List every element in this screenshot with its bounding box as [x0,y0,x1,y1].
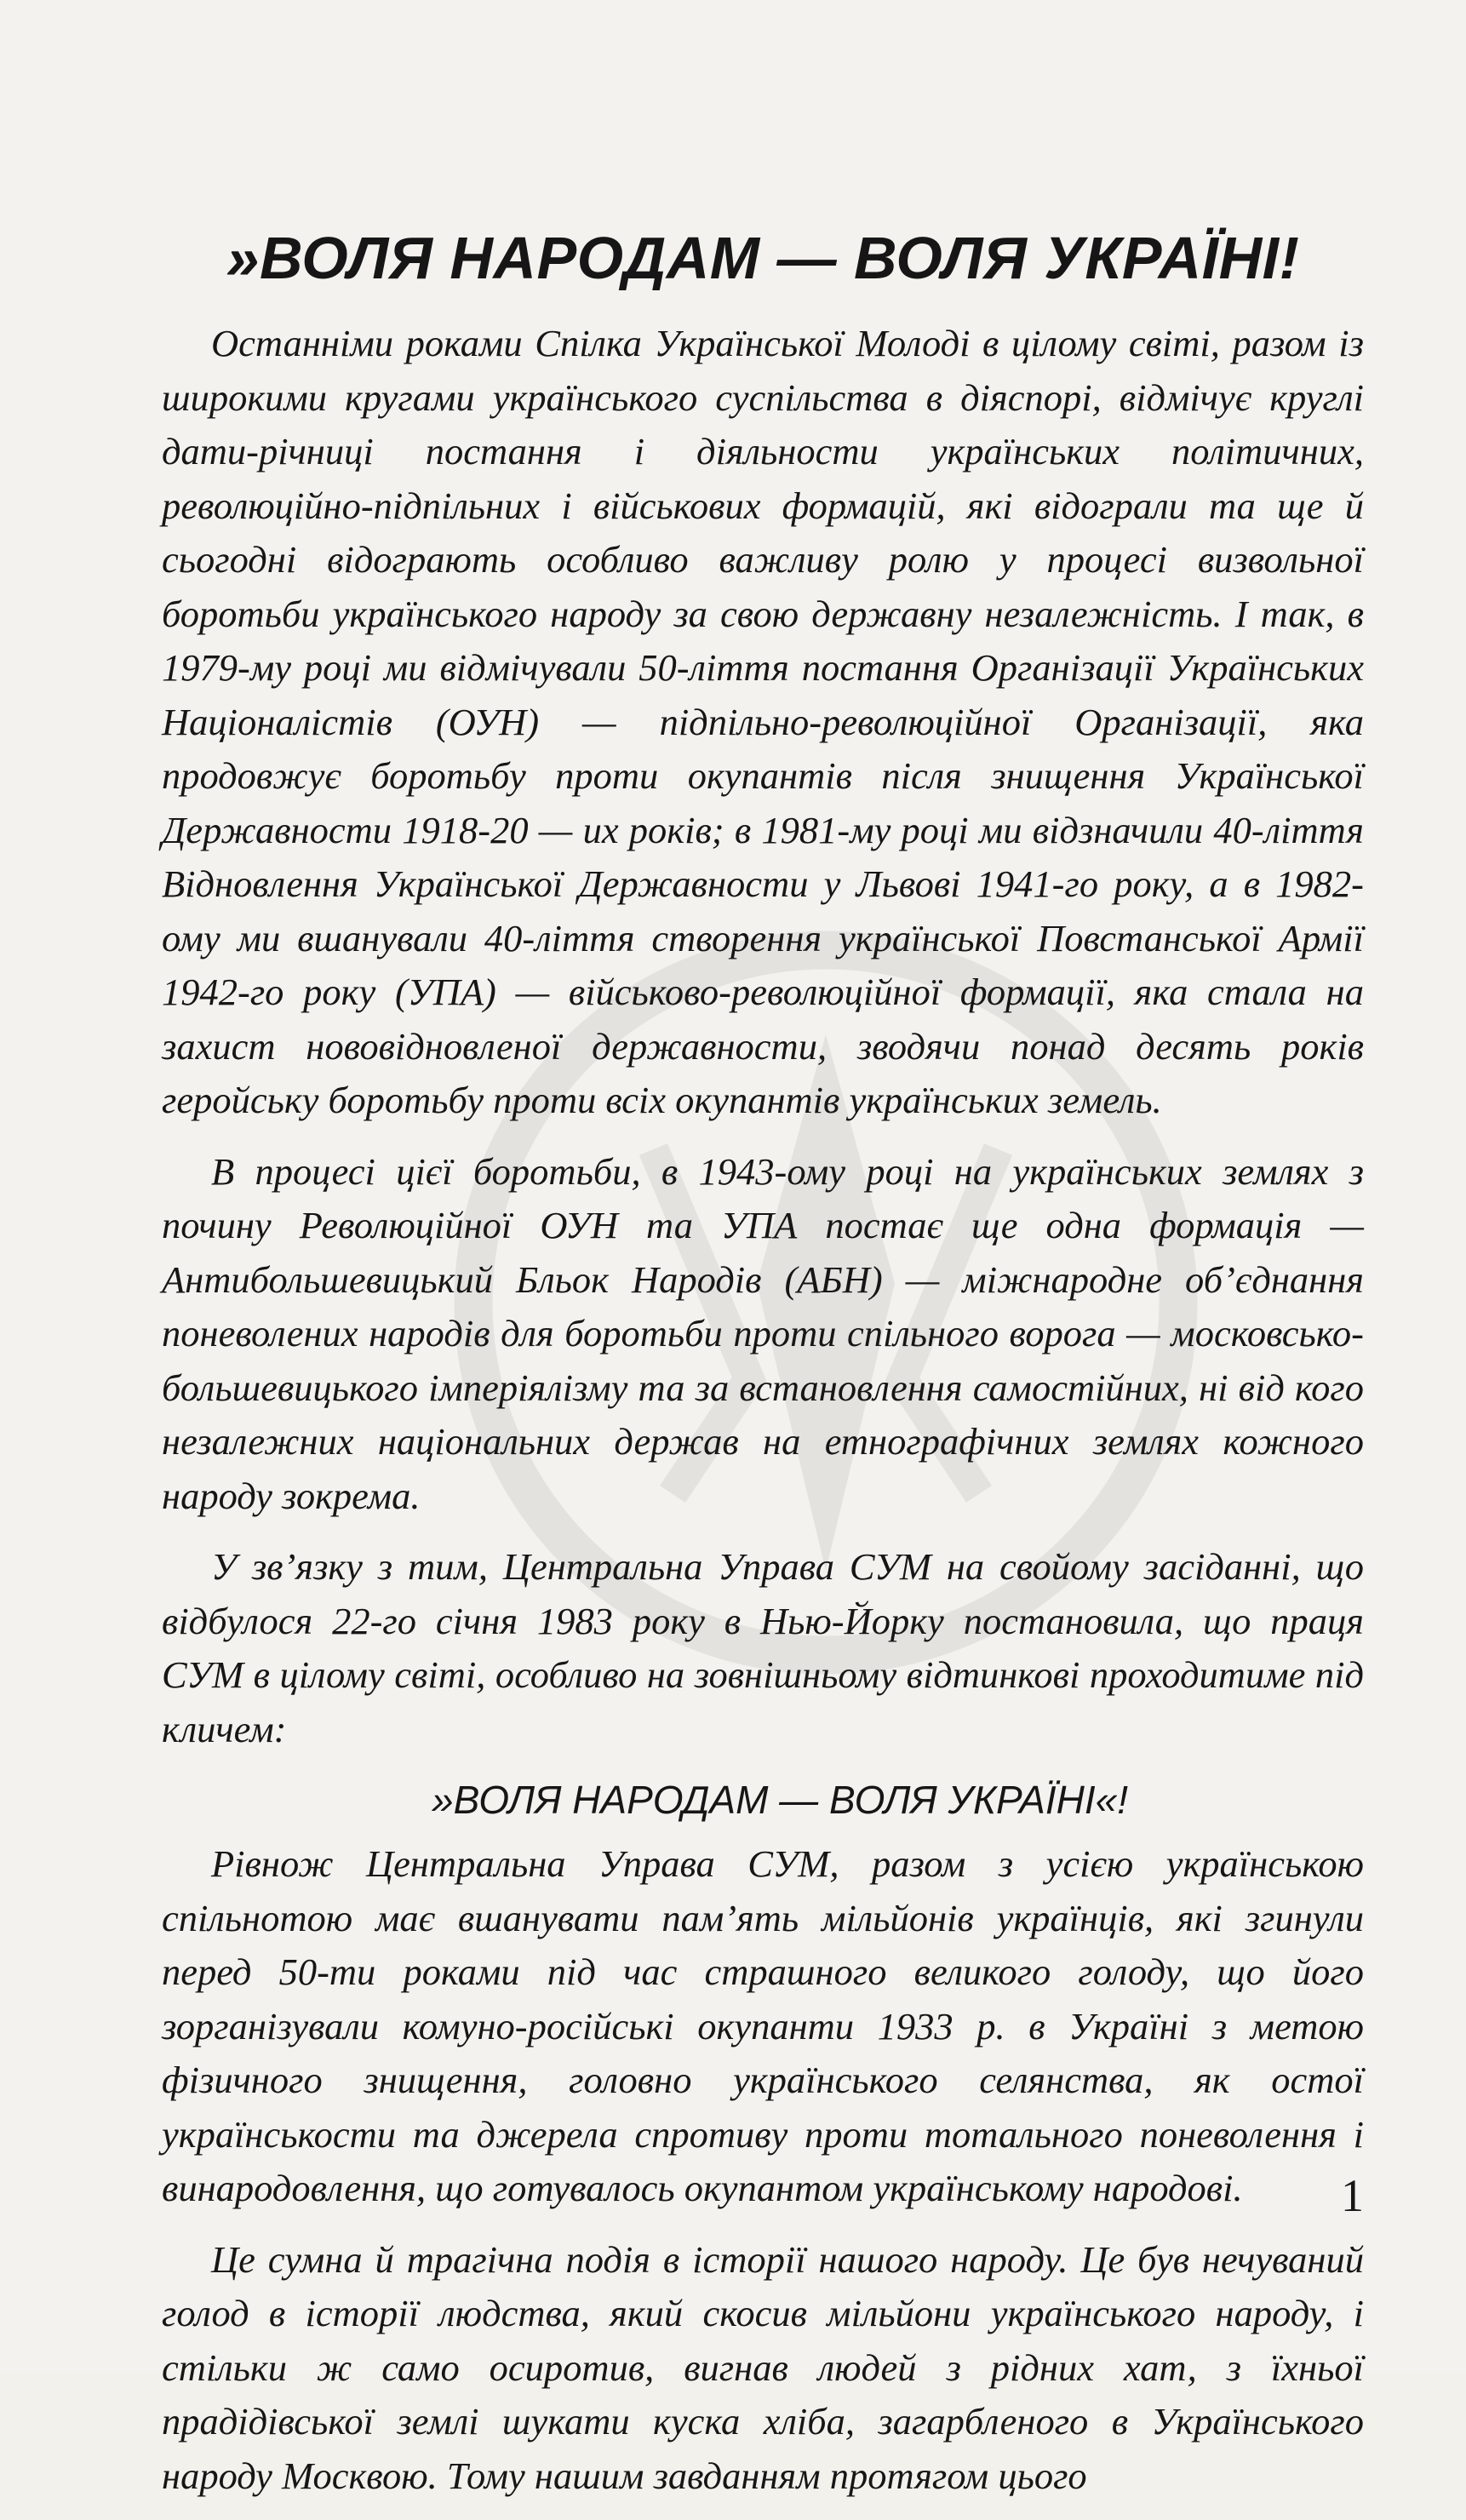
article-title: »ВОЛЯ НАРОДАМ — ВОЛЯ УКРАЇНІ! [226,225,1300,291]
paragraph-2: В процесі цієї боротьби, в 1943-ому році на українських землях з почину Революційної ОУН та УПА постає ще одна формація — Антибольшевицький Бльок Народів (АБН) — міжнародне об’єднання поневолених народів для боротьби проти спільного ворога — московсько-большевицького імперіялізму та за встановлення самостійних, ні від кого незалежних національних держав на етнографічних землях кожного народу зокрема. [162,1149,1364,1517]
slogan: »ВОЛЯ НАРОДАМ — ВОЛЯ УКРАЇНІ«! [432,1778,1128,1822]
paragraph-1: Останніми роками Спілка Української Молоді в цілому світі, разом із широкими кругами українського суспільства в діяспорі, відмічує круглі дати-річниці постання і діяльности українських політичних, революційно-підпільних і військових формацій, які відограли та ще й сьогодні відограють особливо важливу ролю у процесі визвольної боротьби українського народу за свою державну незалежність. І так, в 1979-му році ми відмічували 50-ліття постання Організації Українських Націоналістів (ОУН) — підпільно-революційної Організації, яка продовжує боротьбу проти окупантів після знищення Української Державности 1918-20 — их років; в 1981-му році ми відзначили 40-ліття Відновлення Української Державности у Львові 1941-го року, а в 1982-ому ми вшанували 40-ліття створення української Повстанської Армії 1942-го року (УПА) — військово-революційної формації, яка стала на захист нововідновленої державности, зводячи понад десять років геройську боротьбу проти всіх окупантів українських земель. [162,322,1364,1121]
page-number: 1 [1341,2170,1364,2221]
paragraph-4: Рівнож Центральна Управа СУМ, разом з усією українською спільнотою має вшанувати пам’ять мільйонів українців, які згинули перед 50-ти роками під час страшного великого голоду, що його зорганізували комуно-російські окупанти 1933 р. в Україні з метою фізичного знищення, головно українського селянства, як остої українськости та джерела спротиву проти тотального поневолення і винародовлення, що готувалось окупантом українському народові. [162,1842,1364,2209]
paragraph-3: У зв’язку з тим, Центральна Управа СУМ на свойому засіданні, що відбулося 22-го січня 1983 року в Нью-Йорку постановила, що праця СУМ в цілому світі, особливо на зовнішньому відтинкові проходитиме під кличем: [162,1545,1364,1750]
article-body [162,225,1364,2520]
paragraph-5: Це сумна й трагічна подія в історії нашого народу. Це був нечуваний голод в історії людства, який скосив мільйони українського народу, і стільки ж само осиротив, вигнав людей з рідних хат, з їхньої прадідівської землі шукати куска хліба, загарбленого в Українського народу Москвою. Тому нашим завданням протягом цього [162,2237,1364,2497]
